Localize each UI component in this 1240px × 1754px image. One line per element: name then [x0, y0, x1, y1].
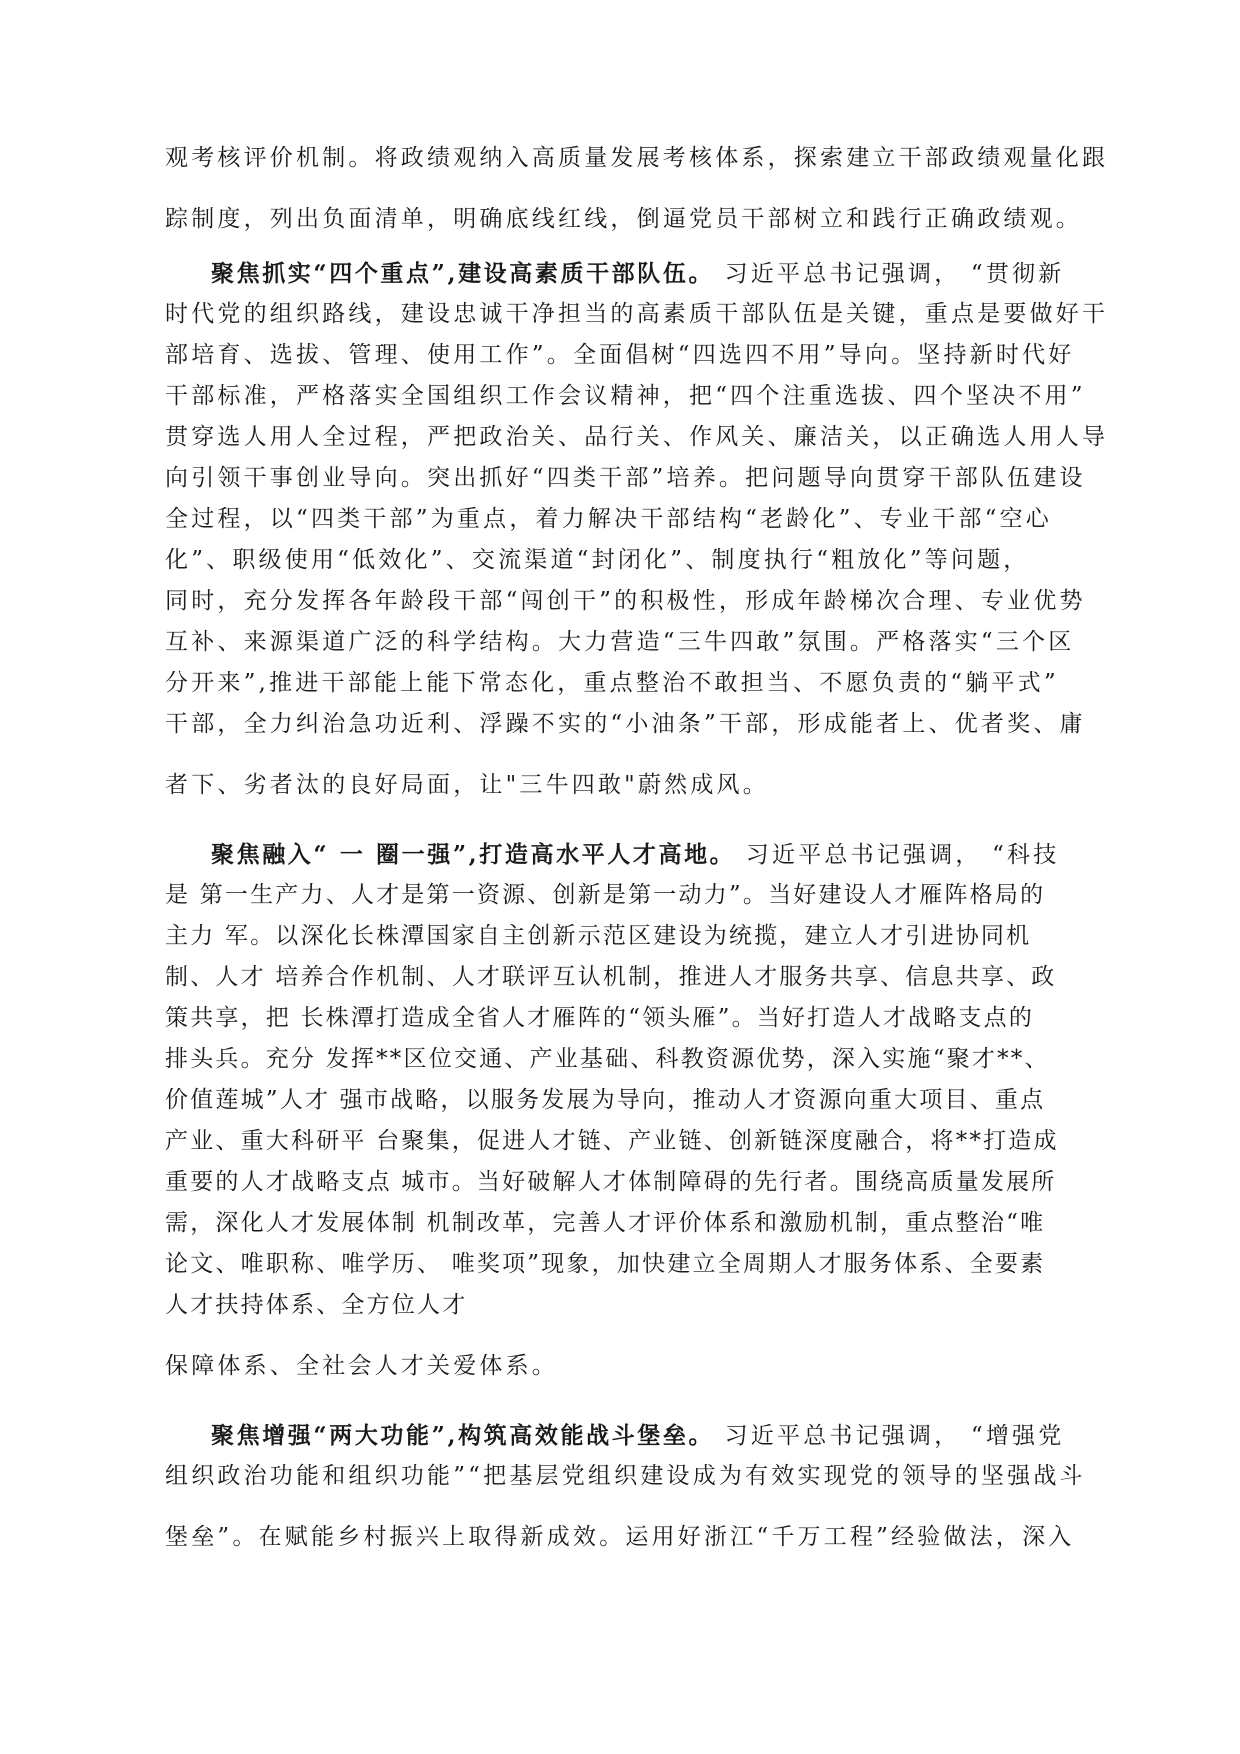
text-line: 人才扶持体系、全方位人才 — [165, 1292, 468, 1318]
text-line: 论文、唯职称、唯学历、 唯奖项”现象，加快建立全周期人才服务体系、全要素 — [165, 1251, 1046, 1277]
text-line: 干部标准，严格落实全国组织工作会议精神，把“四个注重选拔、四个坚决不用” — [165, 383, 1086, 409]
paragraph-cadre-team — [165, 253, 1108, 806]
text-line: 产业、重大科研平 台聚集，促进人才链、产业链、创新链深度融合，将**打造成 — [165, 1128, 1059, 1154]
paragraph-lead-text: 习近平总书记强调， “增强党 — [714, 1423, 1065, 1449]
text-line: 重要的人才战略支点 城市。当好破解人才体制障碍的先行者。围绕高质量发展所 — [165, 1169, 1057, 1195]
text-line: 贯穿选人用人全过程，严把政治关、品行关、作风关、廉洁关，以正确选人用人导 — [165, 424, 1109, 450]
text-line: 主力 军。以深化长株潭国家自主创新示范区建设为统揽，建立人才引进协同机 — [165, 923, 1032, 949]
text-line: 向引领干事创业导向。突出抓好“四类干部”培养。把问题导向贯穿干部队伍建设 — [165, 465, 1086, 491]
paragraph-first-line — [165, 1415, 1086, 1456]
paragraph-lead-text: 习近平总书记强调， “贯彻新 — [714, 261, 1065, 287]
text-line: 踪制度，列出负面清单，明确底线红线，倒逼党员干部树立和践行正确政绩观。 — [165, 206, 1082, 232]
text-line: 分开来”,推进干部能上能下常态化，重点整治不敢担当、不愿负责的“躺平式” — [165, 670, 1059, 696]
paragraph-first-line — [165, 834, 1059, 875]
paragraph-first-line — [165, 253, 1108, 294]
paragraph-talent-highland — [165, 834, 1059, 1387]
text-line: 策共享，把 长株潭打造成全省人才雁阵的“领头雁”。当好打造人才战略支点的 — [165, 1005, 1035, 1031]
text-line: 需，深化人才发展体制 机制改革，完善人才评价体系和激励机制，重点整治“唯 — [165, 1210, 1046, 1236]
text-line: 保障体系、全社会人才关爱体系。 — [165, 1353, 558, 1379]
text-line: 干部，全力纠治急功近利、浮躁不实的“小油条”干部，形成能者上、优者奖、庸 — [165, 711, 1086, 737]
text-line: 互补、来源渠道广泛的科学结构。大力营造“三牛四敢”氛围。严格落实“三个区 — [165, 629, 1075, 655]
text-line: 价值莲城”人才 强市战略，以服务发展为导向，推动人才资源向重大项目、重点 — [165, 1087, 1046, 1113]
paragraph-heading: 聚焦增强“两大功能”,构筑高效能战斗堡垒。 — [211, 1422, 715, 1449]
text-line: 制、人才 培养合作机制、人才联评互认机制，推进人才服务共享、信息共享、政 — [165, 964, 1057, 990]
text-line: 观考核评价机制。将政绩观纳入高质量发展考核体系，探索建立干部政绩观量化跟 — [165, 145, 1109, 171]
text-line: 是 第一生产力、人才是第一资源、创新是第一动力”。当好建设人才雁阵格局的 — [165, 882, 1046, 908]
text-line: 组织政治功能和组织功能”“把基层党组织建设成为有效实现党的领导的坚强战斗 — [165, 1463, 1086, 1489]
paragraph-heading: 聚焦融入“ 一 圈一强”,打造高水平人才高地。 — [211, 841, 736, 868]
text-line: 者下、劣者汰的良好局面，让"三牛四敢"蔚然成风。 — [165, 772, 769, 798]
paragraph-two-functions — [165, 1415, 1086, 1558]
text-line: 排头兵。充分 发挥**区位交通、产业基础、科教资源优势，深入实施“聚才**、 — [165, 1046, 1050, 1072]
paragraph-continuation — [165, 138, 1108, 240]
text-line: 堡垒”。在赋能乡村振兴上取得新成效。运用好浙江“千万工程”经验做法，深入 — [165, 1524, 1075, 1550]
paragraph-heading: 聚焦抓实“四个重点”,建设高素质干部队伍。 — [211, 260, 715, 287]
text-line: 时代党的组织路线，建设忠诚干净担当的高素质干部队伍是关键，重点是要做好干 — [165, 301, 1109, 327]
text-line: 全过程，以“四类干部”为重点，着力解决干部结构“老龄化”、专业干部“空心 — [165, 506, 1052, 532]
text-line: 化”、职级使用“低效化”、交流渠道“封闭化”、制度执行“粗放化”等问题， — [165, 547, 1030, 573]
paragraph-lead-text: 习近平总书记强调， “科技 — [735, 842, 1060, 868]
text-line: 部培育、选拔、管理、使用工作”。全面倡树“四选四不用”导向。坚持新时代好 — [165, 342, 1075, 368]
text-line: 同时，充分发挥各年龄段干部“闯创干”的积极性，形成年龄梯次合理、专业优势 — [165, 588, 1086, 614]
